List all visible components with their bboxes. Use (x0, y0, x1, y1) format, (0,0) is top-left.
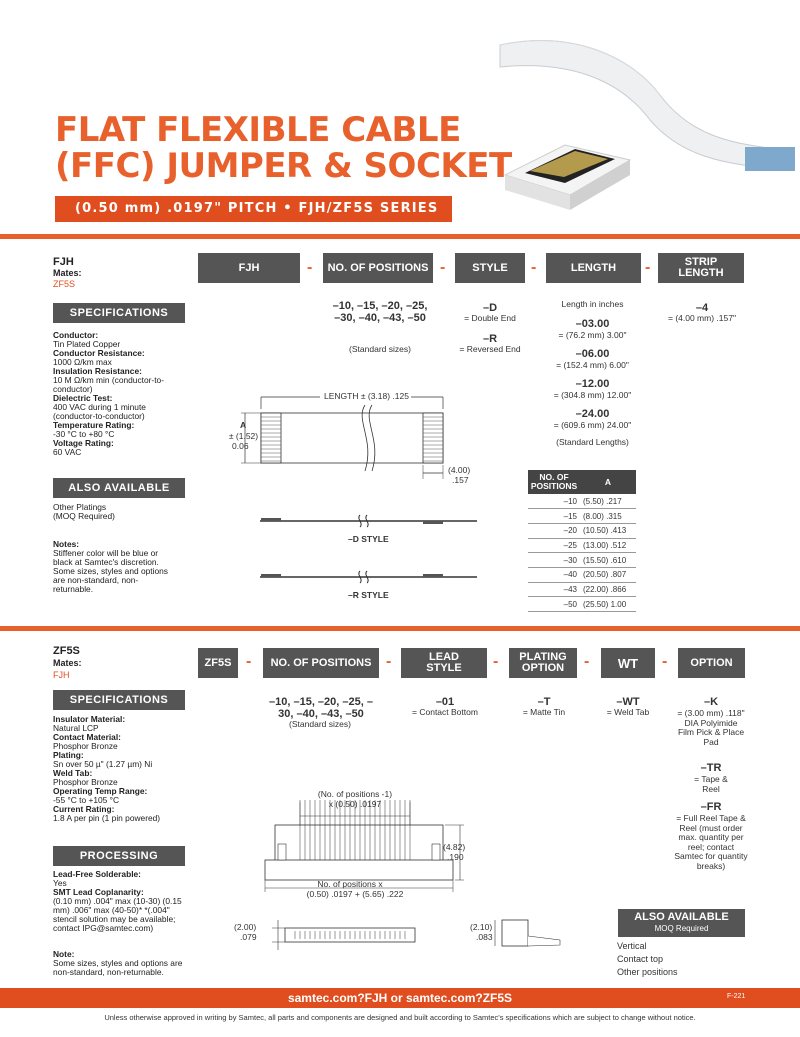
dash: - (584, 653, 590, 670)
spec-item: Current Rating: 1.8 A per pin (1 pin powered) (53, 804, 161, 823)
fjh-box-positions: NO. OF POSITIONS (323, 253, 433, 283)
zf5s-pitch-label2: x (0.50) .0197 (328, 799, 382, 809)
also-item: (MOQ Required) (53, 511, 115, 521)
zf5s-height-label2: .190 (447, 852, 464, 862)
spec-item: Voltage Rating: 60 VAC (53, 438, 114, 457)
zf5s-width-label2: (0.50) .0197 + (5.65) .222 (306, 889, 404, 899)
table-row: –40 (20.50) .807 (528, 567, 636, 582)
zf5s-also-header (618, 909, 745, 937)
fjh-positions-note: (Standard sizes) (349, 344, 411, 354)
dash: - (662, 653, 668, 670)
divider-top (0, 234, 800, 239)
fjh-notes: Notes: Stiffener color will be blue or black at Samtec's discretion. Some sizes, styles and options are non-standard, non-returnable. (53, 539, 168, 594)
zf5s-notes: Note: Some sizes, styles and options are non-standard, non-returnable. (53, 949, 183, 977)
product-image (490, 25, 800, 215)
fjh-specs (53, 331, 183, 457)
spec-item: Plating: Sn over 50 µ" (1.27 µm) Ni (53, 750, 153, 769)
fjh-length-header: Length in inches (561, 299, 624, 309)
fjh-box-part: FJH (198, 253, 300, 283)
zf5s-part-label: ZF5S (53, 645, 80, 657)
also-title: ALSO AVAILABLE (634, 911, 729, 923)
table-row: –50 (25.50) 1.00 (528, 597, 636, 612)
proc-item: Lead-Free Solderable: Yes (53, 869, 141, 888)
zf5s-side-label1: (2.10) (470, 922, 493, 932)
table-row: –30 (15.50) .610 (528, 553, 636, 568)
spec-item: Contact Material: Phosphor Bronze (53, 732, 121, 751)
fjh-mates-label: Mates: (53, 268, 82, 278)
fjh-d-style-label: –D STYLE (348, 534, 389, 544)
zf5s-box-lead: LEAD STYLE (401, 648, 487, 678)
spec-item: Conductor Resistance: 1000 Ω/km max (53, 348, 145, 367)
dash: - (246, 653, 252, 670)
zf5s-box-positions: NO. OF POSITIONS (263, 648, 379, 678)
zf5s-positions-note: (Standard sizes) (289, 719, 351, 729)
zf5s-specs (53, 715, 185, 823)
divider-middle (0, 626, 800, 631)
zf5s-mates-link[interactable]: FJH (53, 670, 70, 680)
fjh-a-tol: ± (1.52) (228, 431, 259, 441)
fjh-style-r: –R (482, 333, 498, 345)
fjh-length-desc: = (76.2 mm) 3.00" (558, 330, 627, 340)
fjh-length-code: –03.00 (575, 318, 610, 330)
fjh-box-strip: STRIP LENGTH (658, 253, 744, 283)
also-item: Other Platings (53, 502, 107, 512)
fjh-style-r-desc: = Reversed End (459, 344, 521, 354)
footer-bar (0, 988, 800, 1008)
footer-link[interactable]: samtec.com?FJH or samtec.com?ZF5S (287, 991, 513, 1005)
fjh-style-d-desc: = Double End (464, 313, 516, 323)
dash: - (440, 259, 446, 276)
spec-item: Insulation Resistance: 10 M Ω/km min (conductor-to-conductor) (53, 366, 164, 394)
spec-item: Insulator Material: Natural LCP (53, 714, 126, 733)
table-row: –43 (22.00) .866 (528, 582, 636, 597)
fjh-a-label: A (240, 420, 247, 430)
spec-item: Temperature Rating: -30 °C to +80 °C (53, 420, 135, 439)
zf5s-option-tr: –TR (700, 762, 722, 774)
zf5s-mates-label: Mates: (53, 658, 82, 668)
zf5s-also-list (617, 940, 678, 979)
zf5s-box-option: OPTION (678, 648, 745, 678)
zf5s-pitch-label1: (No. of positions -1) (317, 789, 393, 799)
fjh-strip-label: (4.00) (448, 465, 471, 475)
fjh-length-code: –06.00 (575, 348, 610, 360)
fjh-strip-desc: = (4.00 mm) .157" (668, 313, 736, 323)
title-line-1: FLAT FLEXIBLE CABLE (55, 110, 461, 150)
series-banner: (0.50 mm) .0197" PITCH • FJH/ZF5S SERIES (55, 196, 452, 222)
fjh-length-code: –12.00 (575, 378, 610, 390)
table-row: –25 (13.00) .512 (528, 538, 636, 553)
fjh-length-desc: = (304.8 mm) 12.00" (553, 390, 632, 400)
dash: - (531, 259, 537, 276)
spec-item: Conductor: Tin Plated Copper (53, 330, 121, 349)
table-row: –20 (10.50) .413 (528, 523, 636, 538)
fjh-also-header: ALSO AVAILABLE (53, 478, 185, 498)
zf5s-side-label2: .083 (476, 932, 493, 942)
zf5s-depth-label2: .079 (240, 932, 257, 942)
zf5s-depth-label1: (2.00) (234, 922, 257, 932)
zf5s-box-wt: WT (601, 648, 655, 678)
fjh-length-label: LENGTH ± (3.18) .125 (324, 391, 409, 401)
fjh-box-style: STYLE (455, 253, 525, 283)
table-row: –15 (8.00) .315 (528, 509, 636, 524)
dash: - (493, 653, 499, 670)
disclaimer: Unless otherwise approved in writing by Samtec, all parts and components are designed and built according to Samtec's specifications which are subject to change without notice. (104, 1013, 696, 1022)
page-title (55, 112, 512, 184)
fjh-style-d: –D (482, 302, 498, 314)
fjh-also-list (53, 503, 115, 521)
fjh-a-tol2: 0.06 (232, 441, 249, 451)
spec-item: Operating Temp Range: -55 °C to +105 °C (53, 786, 148, 805)
spec-item: Weld Tab: Phosphor Bronze (53, 768, 118, 787)
also-item: Vertical (617, 941, 647, 951)
zf5s-positions: –10, –15, –20, –25, –30, –40, –43, –50 (269, 696, 373, 720)
title-line-2: (FFC) JUMPER & SOCKET (55, 146, 512, 186)
zf5s-plating-code: –T (537, 696, 551, 708)
zf5s-lead-code: –01 (435, 696, 455, 708)
zf5s-box-plating: PLATING OPTION (509, 648, 577, 678)
zf5s-box-part: ZF5S (198, 648, 238, 678)
zf5s-spec-header: SPECIFICATIONS (53, 690, 185, 710)
zf5s-option-fr-desc: = Full Reel Tape & Reel (must order max. quantity per reel; contact Samtec for quantity breaks) (674, 813, 748, 871)
also-item: Contact top (617, 954, 664, 964)
also-item: Other positions (617, 967, 678, 977)
fjh-spec-header: SPECIFICATIONS (53, 303, 185, 323)
fjh-r-style-label: –R STYLE (348, 590, 389, 600)
zf5s-option-k: –K (703, 696, 719, 708)
fjh-strip-code: –4 (695, 302, 709, 314)
dash: - (645, 259, 651, 276)
spec-item: Dielectric Test: 400 VAC during 1 minute (conductor-to-conductor) (53, 393, 146, 421)
zf5s-processing (53, 870, 183, 933)
fjh-positions: –10, –15, –20, –25, –30, –40, –43, –50 (332, 300, 428, 324)
fjh-mates-link[interactable]: ZF5S (53, 279, 76, 289)
zf5s-option-k-desc: = (3.00 mm) .118" DIA Polyimide Film Pick & Place Pad (677, 708, 745, 747)
fjh-box-length: LENGTH (546, 253, 641, 283)
zf5s-wt-code: –WT (616, 696, 640, 708)
table-header-row (528, 470, 636, 494)
table-header: NO. OF POSITIONS (528, 470, 580, 494)
fjh-cable-drawing (215, 385, 515, 610)
zf5s-lead-desc: = Contact Bottom (412, 707, 478, 717)
fjh-a-table (528, 470, 636, 612)
fjh-lengths-note: (Standard Lengths) (556, 437, 629, 447)
table-row: –10 (5.50) .217 (528, 494, 636, 509)
fjh-part-label: FJH (53, 256, 74, 268)
fjh-strip-label2: .157 (452, 475, 469, 485)
zf5s-option-fr: –FR (700, 801, 722, 813)
zf5s-wt-desc: = Weld Tab (606, 707, 650, 717)
fjh-length-desc: = (609.6 mm) 24.00" (553, 420, 632, 430)
fjh-length-desc: = (152.4 mm) 6.00" (556, 360, 629, 370)
proc-item: SMT Lead Coplanarity: (0.10 mm) .004" max (10-30) (0.15 mm) .006" max (40-50)* *(.004" stencil solution may be available; contact IPG@samtec.com) (53, 887, 182, 933)
zf5s-plating-desc: = Matte Tin (522, 707, 566, 717)
dash: - (386, 653, 392, 670)
also-subtitle: MOQ Required (654, 924, 709, 933)
dash: - (307, 259, 313, 276)
zf5s-width-label1: No. of positions x (317, 879, 383, 889)
zf5s-height-label1: (4.82) (443, 842, 466, 852)
page-code: F-221 (727, 993, 746, 1000)
zf5s-proc-header: PROCESSING (53, 846, 185, 866)
table-header: A (580, 470, 636, 494)
zf5s-option-tr-desc: = Tape & Reel (694, 774, 728, 794)
fjh-length-code: –24.00 (575, 408, 610, 420)
